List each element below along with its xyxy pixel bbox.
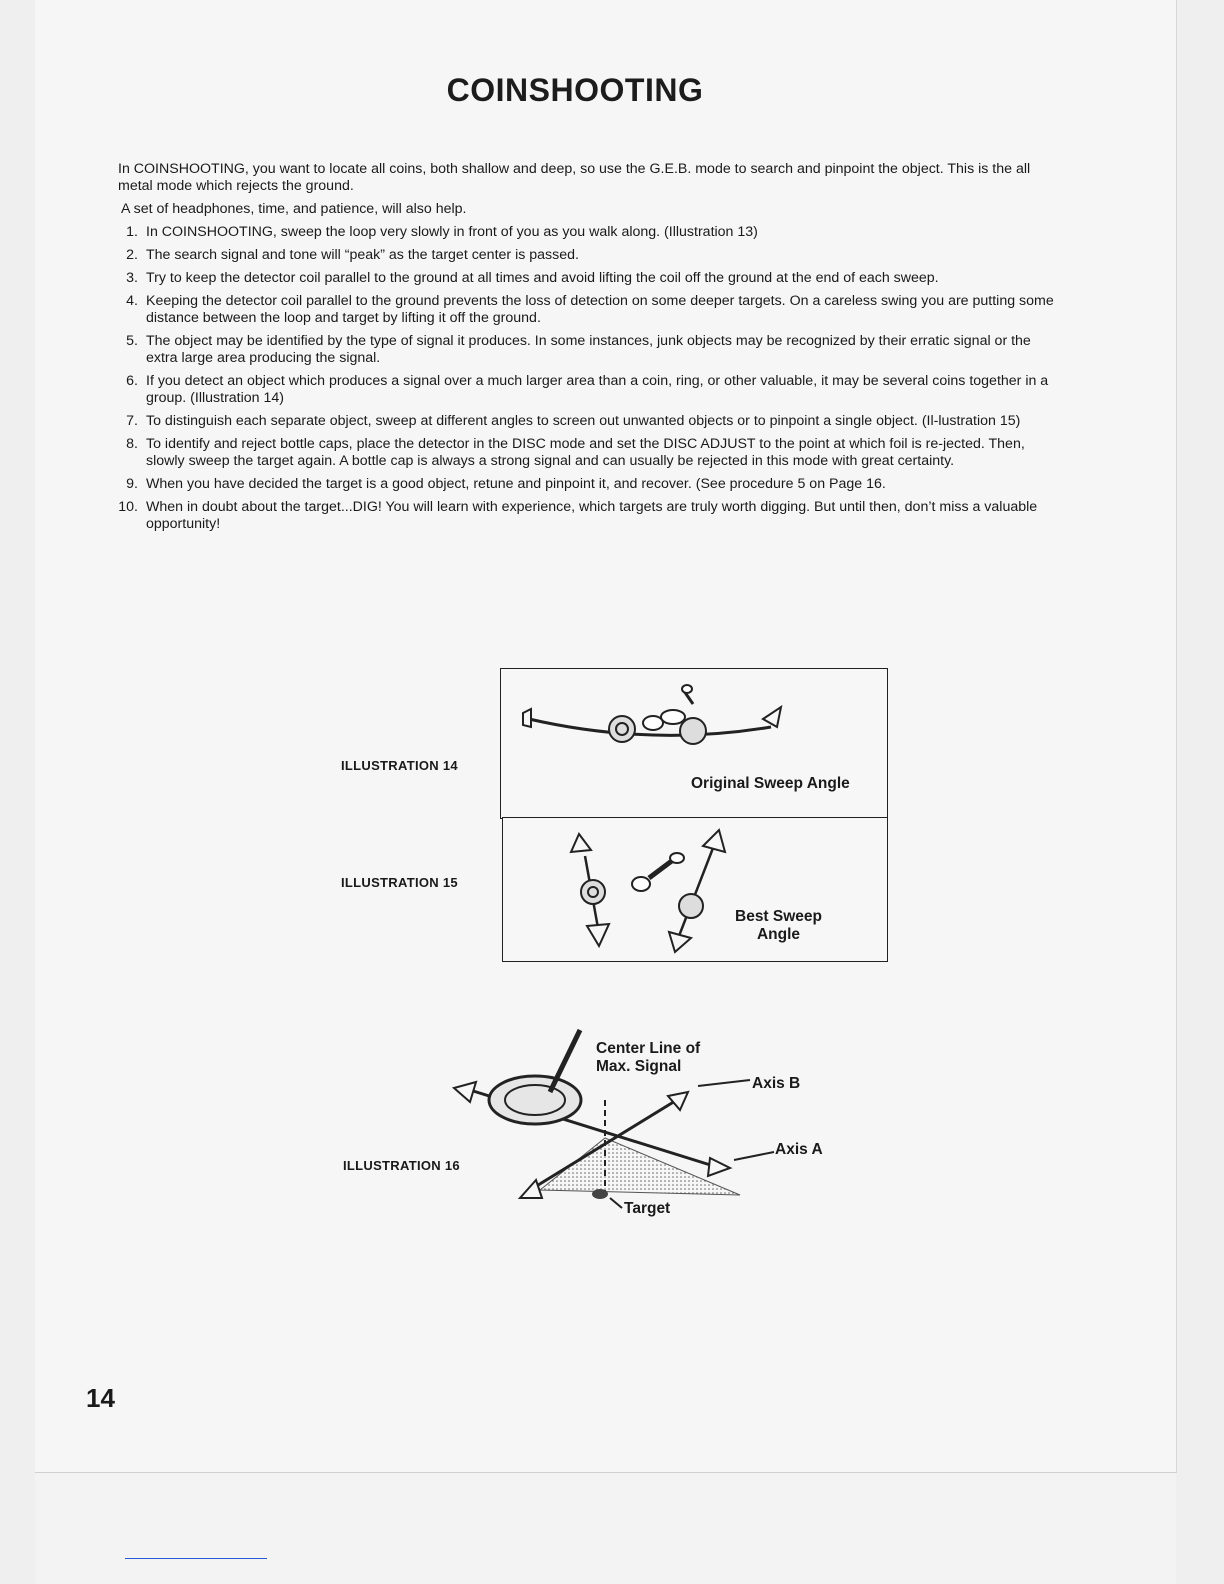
step-item [118,499,1058,533]
step-number: 1. [126,224,138,240]
step-text: The search signal and tone will “peak” as the target center is passed. [146,247,579,263]
illustration-14-box [500,668,888,819]
original-sweep-caption: Original Sweep Angle [691,775,850,792]
coin-icon [609,716,635,742]
down-left-arrow-head [669,932,691,952]
step-item [118,224,1058,241]
step-text: The object may be identified by the type of signal it produces. In some instances, junk objects may be recognized by their erratic signal or the extra large area producing the signal. [146,333,1031,366]
step-number: 4. [126,293,138,309]
step-number: 2. [126,247,138,263]
step-number: 6. [126,373,138,389]
axis-a-label: Axis A [775,1141,823,1158]
step-item [118,476,1058,493]
intro-paragraph: In COINSHOOTING, you want to locate all coins, both shallow and deep, so use the G.E.B. mode to search and pinpoint the object. This is the all metal mode which rejects the ground. [118,161,1031,194]
underline-link-mark [125,1558,267,1559]
step-text: In COINSHOOTING, sweep the loop very slowly in front of you as you walk along. (Illustration 13) [146,224,758,240]
step-text: If you detect an object which produces a signal over a much larger area than a coin, ring, or other valuable, it may be several coins together in a group. (Illustration 14) [146,373,1049,406]
pull-tab-icon [632,877,650,891]
step-number: 7. [126,413,138,429]
axis-b-back-arrow [520,1180,542,1198]
coin-icon [581,880,605,904]
pull-tab-ring [670,853,684,863]
target-label: Target [624,1200,671,1217]
illustration-16-label: ILLUSTRATION 16 [343,1158,460,1173]
step-text: Try to keep the detector coil parallel to the ground at all times and avoid lifting the coil off the ground at the end of each sweep. [146,270,939,286]
step-text: To identify and reject bottle caps, place the detector in the DISC mode and set the DISC ADJUST to the point at which foil is re-jected. Then, slowly sweep the target again. A bottle cap is always a strong signal and can usually be rejected in this mode with great certainty. [146,436,1025,469]
step-text: To distinguish each separate object, sweep at different angles to screen out unwanted objects or to pinpoint a single object. (Il-lustration 15) [146,413,1021,429]
axis-a-pointer [734,1152,774,1160]
center-line-label-1: Center Line of [596,1040,701,1057]
step-item [118,373,1058,407]
center-line-label-2: Max. Signal [596,1058,682,1075]
bottle-cap-icon [680,718,706,744]
tip-line: A set of headphones, time, and patience, will also help. [121,201,467,217]
best-sweep-line-1: Best Sweep [735,908,823,925]
step-text: Keeping the detector coil parallel to the ground prevents the loss of detection on some deeper targets. On a careless swing you are putting some distance between the loop and target by lifting it off the ground. [146,293,1054,326]
center-line-label [596,1040,700,1076]
pull-tab-handle [649,860,673,878]
steps-list [118,224,1058,539]
target-coin [592,1189,608,1199]
right-sweep-shaft [679,848,713,936]
best-sweep-illustration [503,818,887,961]
page-title: COINSHOOTING [446,72,704,108]
pull-tab-ring [682,685,692,693]
step-item [118,333,1058,367]
scan-bottom-margin [35,1473,1176,1584]
detector-coil [489,1076,581,1124]
step-item [118,247,1058,264]
step-number: 8. [126,436,138,452]
step-item [118,413,1058,430]
up-arrow-head [571,834,591,852]
pull-tab-icon [643,716,663,730]
step-text: When you have decided the target is a good object, retune and pinpoint it, and recover. (See procedure 5 on Page 16. [146,476,886,492]
right-arrow-head [763,707,781,727]
page-number: 14 [86,1383,115,1413]
step-number: 9. [126,476,138,492]
illustration-14-label: ILLUSTRATION 14 [341,758,458,773]
best-sweep-line-2: Angle [756,926,801,943]
bottle-cap-icon [679,894,703,918]
illustration-15-label: ILLUSTRATION 15 [341,875,458,890]
down-arrow-head [587,924,609,946]
pull-tab-detail [661,710,685,724]
axis-a-arrow [708,1158,730,1176]
left-arrow-head [523,709,531,727]
target-pointer [610,1198,622,1208]
step-number: 10. [118,499,138,515]
best-sweep-caption [735,908,822,944]
illustration-15-box [502,817,888,962]
up-right-arrow-head [703,830,725,852]
step-item [118,270,1058,287]
step-item [118,293,1058,327]
axis-b-pointer [698,1080,750,1086]
axis-b-arrow [668,1092,688,1110]
step-number: 3. [126,270,138,286]
axis-b-label: Axis B [752,1075,801,1092]
sweep-arc-illustration [501,669,887,818]
step-text: When in doubt about the target...DIG! You will learn with experience, which targets are truly worth digging. But until then, don’t miss a valuable opportunity! [146,499,1038,532]
step-item [118,436,1058,470]
step-number: 5. [126,333,138,349]
axis-a-back-arrow [454,1082,476,1102]
